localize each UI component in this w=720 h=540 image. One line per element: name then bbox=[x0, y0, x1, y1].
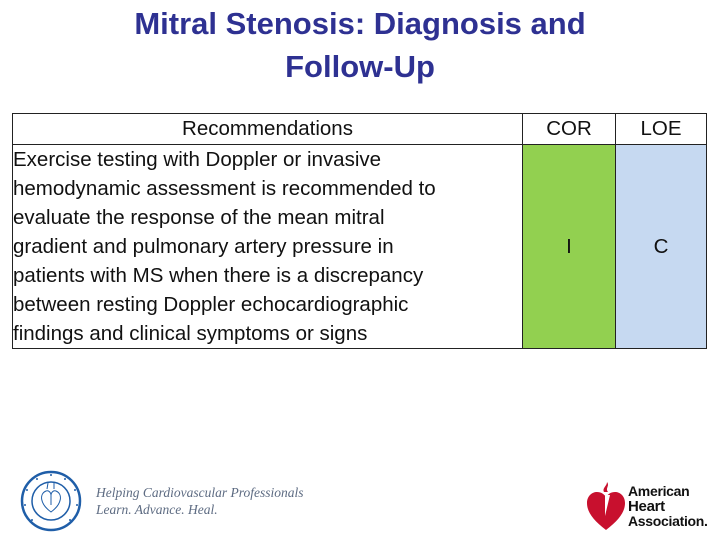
acc-tagline-line-2: Learn. Advance. Heal. bbox=[96, 502, 218, 517]
acc-tagline bbox=[96, 484, 304, 518]
table-row bbox=[13, 145, 707, 349]
aha-logo bbox=[585, 478, 715, 536]
cor-value: I bbox=[523, 145, 616, 349]
aha-wordmark-line-3: Association. bbox=[628, 513, 708, 529]
recommendation-line: hemodynamic assessment is recommended to bbox=[13, 177, 436, 200]
recommendation-line: Exercise testing with Doppler or invasive bbox=[13, 148, 382, 171]
header-cor: COR bbox=[523, 114, 616, 145]
recommendation-line: evaluate the response of the mean mitral bbox=[13, 206, 385, 229]
slide-title-line-2: Follow-Up bbox=[285, 49, 435, 84]
recommendation-line: findings and clinical symptoms or signs bbox=[13, 322, 368, 345]
aha-wordmark-line-1: American bbox=[628, 483, 690, 499]
header-loe: LOE bbox=[616, 114, 707, 145]
recommendation-line: gradient and pulmonary artery pressure in bbox=[13, 235, 394, 258]
loe-value: C bbox=[616, 145, 707, 349]
aha-wordmark bbox=[628, 484, 708, 529]
slide-title bbox=[0, 2, 720, 88]
recommendation-text bbox=[13, 145, 523, 349]
recommendation-line: between resting Doppler echocardiographic bbox=[13, 293, 409, 316]
table-header-row bbox=[13, 114, 707, 145]
acc-tagline-line-1: Helping Cardiovascular Professionals bbox=[96, 485, 304, 500]
acc-logo bbox=[20, 470, 304, 532]
acc-seal-icon bbox=[20, 470, 82, 532]
aha-heart-torch-icon bbox=[585, 478, 627, 534]
header-recommendations: Recommendations bbox=[13, 114, 523, 145]
recommendation-table bbox=[12, 113, 707, 349]
recommendation-line: patients with MS when there is a discrepancy bbox=[13, 264, 424, 287]
aha-wordmark-line-2: Heart bbox=[628, 498, 665, 515]
slide-title-line-1: Mitral Stenosis: Diagnosis and bbox=[134, 6, 586, 41]
